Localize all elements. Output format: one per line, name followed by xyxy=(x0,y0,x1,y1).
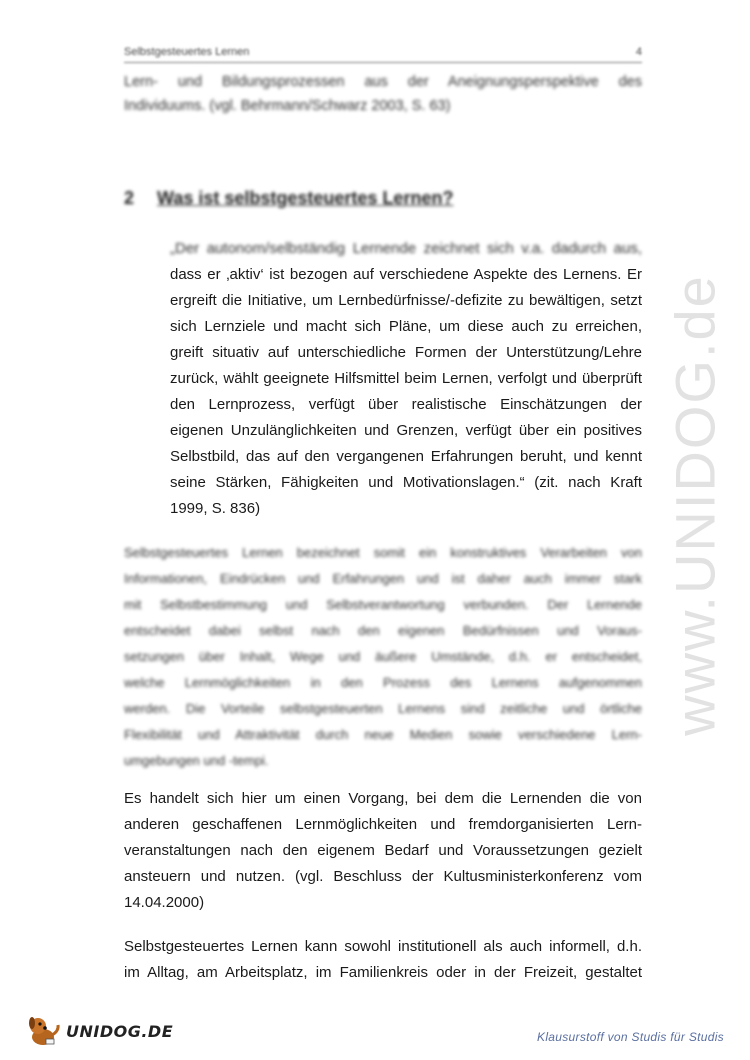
text-line: welche Lernmöglichkeiten in den Prozess des Lernens aufgenommen xyxy=(124,675,642,690)
logo-text: UNIDOG.DE xyxy=(66,1022,174,1041)
quote-line: sich Lernziele und macht sich Pläne, um diese auch zu erreichen, xyxy=(170,318,642,335)
watermark-text: www.UNIDOG.de xyxy=(663,274,727,736)
quote-line: ergreift die Initiative, um Lernbedürfnisse/-defizite zu bewältigen, setzt xyxy=(170,292,642,309)
quote-line: greift situativ auf unterschiedliche Formen der Unterstützung/Lehre xyxy=(170,344,642,361)
running-header-title: Selbstgesteuertes Lernen xyxy=(124,46,250,58)
section-heading xyxy=(124,188,642,209)
text-line: mit Selbstbestimmung und Selbstverantwortung verbunden. Der Lernende xyxy=(124,597,642,612)
text-line: Selbstgesteuertes Lernen bezeichnet somit ein konstruktives Verarbeiten von xyxy=(124,545,642,560)
intro-paragraph xyxy=(124,70,642,118)
text-line: setzungen über Inhalt, Wege und äußere Umstände, d.h. er entscheidet, xyxy=(124,649,642,664)
text-line: ansteuern und nutzen. (vgl. Beschluss der Kultusministerkonferenz vom xyxy=(124,868,642,885)
text-line: entscheidet dabei selbst nach den eigenen Bedürfnissen und Voraus- xyxy=(124,623,642,638)
dog-icon xyxy=(26,1013,62,1049)
text-line: Es handelt sich hier um einen Vorgang, bei dem die Lernenden die von xyxy=(124,790,642,807)
text-line: Lern- und Bildungsprozessen aus der Aneignungsperspektive des xyxy=(124,74,642,90)
watermark xyxy=(660,270,730,740)
quote-line: eigenen Unzulänglichkeiten und Grenzen, verfügt über ein positives xyxy=(170,422,642,439)
text-line: Informationen, Eindrücken und Erfahrungen und ist daher auch immer stark xyxy=(124,571,642,586)
quote-line: zurück, wählt geeignete Hilfsmittel beim Lernen, verfolgt und überprüft xyxy=(170,370,642,387)
page-number: 4 xyxy=(635,46,642,58)
quote-line: den Lernprozess, verfügt über realistische Einschätzungen der xyxy=(170,396,642,413)
text-line: im Alltag, am Arbeitsplatz, im Familienkreis oder in der Freizeit, gestaltet xyxy=(124,964,642,981)
text-line: Selbstgesteuertes Lernen kann sowohl institutionell als auch informell, d.h. xyxy=(124,938,642,955)
paragraph-vorgang xyxy=(124,786,642,916)
quote-line: 1999, S. 836) xyxy=(170,500,261,517)
text-line: veranstaltungen nach den eigenem Bedarf und Voraussetzungen gezielt xyxy=(124,842,642,859)
paragraph-selbstgesteuert xyxy=(124,934,642,986)
block-quote xyxy=(170,236,642,522)
running-header xyxy=(124,44,642,63)
text-line: anderen geschaffenen Lernmöglichkeiten und fremdorganisierten Lern- xyxy=(124,816,642,833)
quote-line: „Der autonom/selbständig Lernende zeichnet sich v.a. dadurch aus, xyxy=(170,240,642,257)
unidog-logo xyxy=(26,1013,174,1053)
text-line: 14.04.2000) xyxy=(124,894,205,911)
footer-slogan: Klausurstoff von Studis für Studis xyxy=(537,1030,724,1044)
blurred-paragraph xyxy=(124,540,642,774)
section-title: Was ist selbstgesteuertes Lernen? xyxy=(157,188,454,208)
text-line: werden. Die Vorteile selbstgesteuerten Lernens sind zeitliche und örtliche xyxy=(124,701,642,716)
quote-line: dass er ‚aktiv‘ ist bezogen auf verschiedene Aspekte des Lernens. Er xyxy=(170,266,642,283)
quote-line: seine Stärken, Fähigkeiten und Motivationslagen.“ (zit. nach Kraft xyxy=(170,474,642,491)
quote-line: Selbstbild, das auf den vergangenen Erfahrungen beruht, und kennt xyxy=(170,448,642,465)
section-number: 2 xyxy=(124,188,135,208)
text-line: Flexibilität und Attraktivität durch neue Medien sowie verschiedene Lern- xyxy=(124,727,642,742)
text-line: Individuums. (vgl. Behrmann/Schwarz 2003, S. 63) xyxy=(124,98,451,114)
text-line: umgebungen und -tempi. xyxy=(124,753,269,768)
